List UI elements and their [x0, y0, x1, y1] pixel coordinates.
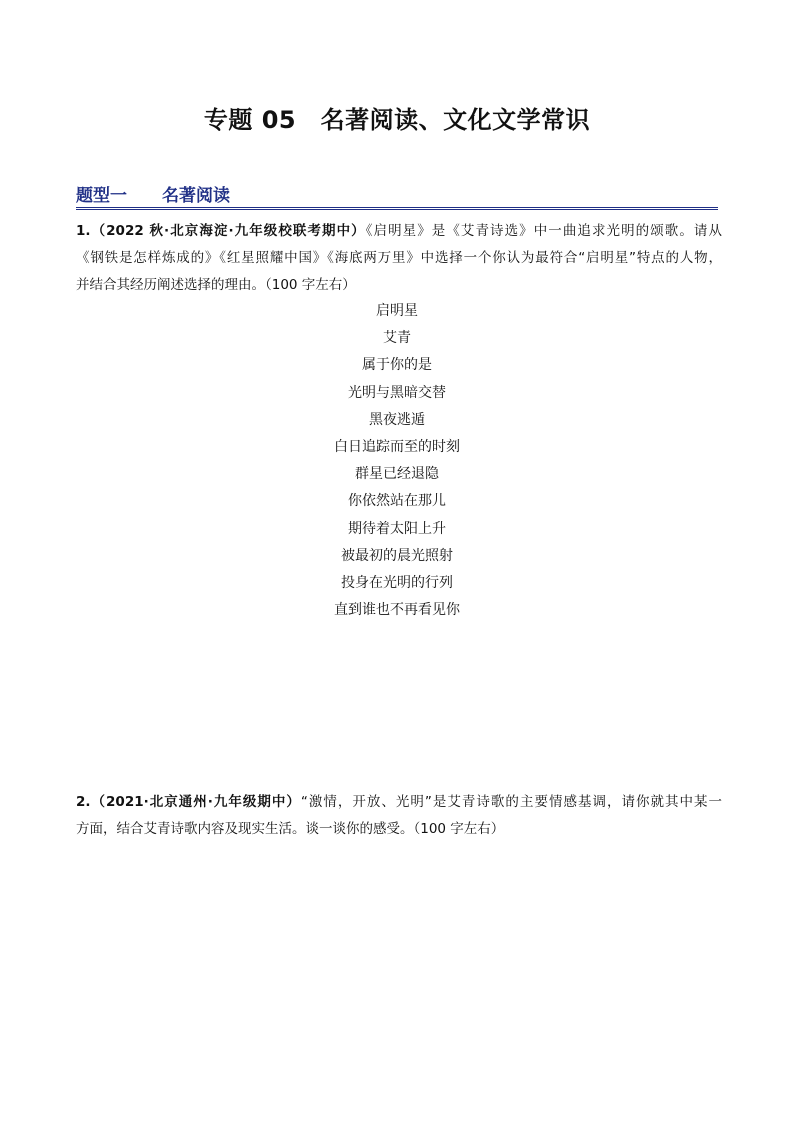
question-1-line-2: 《钢铁是怎样炼成的》《红星照耀中国》《海底两万里》中选择一个你认为最符合“启明星”特点的人物， [76, 250, 722, 266]
poem-line: 你依然站在那儿 [348, 493, 446, 510]
question-1-source: （2022 秋·北京海淀·九年级校联考期中） [90, 223, 366, 239]
poem-line: 属于你的是 [362, 357, 432, 374]
poem-line: 白日追踪而至的时刻 [334, 438, 460, 455]
poem-line: 直到谁也不再看见你 [334, 602, 460, 619]
page-title: 专题 05 名著阅读、文化文学常识 [203, 106, 591, 134]
question-2-source: （2021·北京通州·九年级期中） [90, 794, 301, 810]
question-2-number: 2. [76, 794, 91, 810]
section-heading [76, 185, 718, 210]
poem-author: 艾青 [383, 330, 411, 347]
question-2 [76, 789, 722, 843]
poem-line: 黑夜逃遁 [369, 411, 425, 428]
question-1 [76, 218, 722, 299]
section-name-label: 名著阅读 [162, 186, 230, 206]
poem-qiming-xing [0, 298, 794, 624]
poem-line: 投身在光明的行列 [341, 574, 453, 591]
poem-line: 被最初的晨光照射 [341, 547, 453, 564]
question-1-text-1: 《启明星》是《艾青诗选》中一曲追求光明的颂歌。请从 [365, 223, 722, 239]
poem-line: 光明与黑暗交替 [348, 384, 446, 401]
question-2-line-1 [76, 789, 722, 816]
question-2-line-2: 方面，结合艾青诗歌内容及现实生活。谈一谈你的感受。（100 字左右） [76, 821, 505, 837]
poem-line: 期待着太阳上升 [348, 520, 446, 537]
question-1-line-3: 并结合其经历阐述选择的理由。（100 字左右） [76, 277, 356, 293]
poem-line: 群星已经退隐 [355, 466, 439, 483]
question-1-number: 1. [76, 223, 91, 239]
poem-title: 启明星 [376, 303, 418, 319]
section-type-label: 题型一 [76, 186, 127, 206]
question-2-text-1: “激情，开放、光明”是艾青诗歌的主要情感基调，请你就其中某一 [300, 794, 722, 810]
question-1-line-1 [76, 218, 722, 245]
